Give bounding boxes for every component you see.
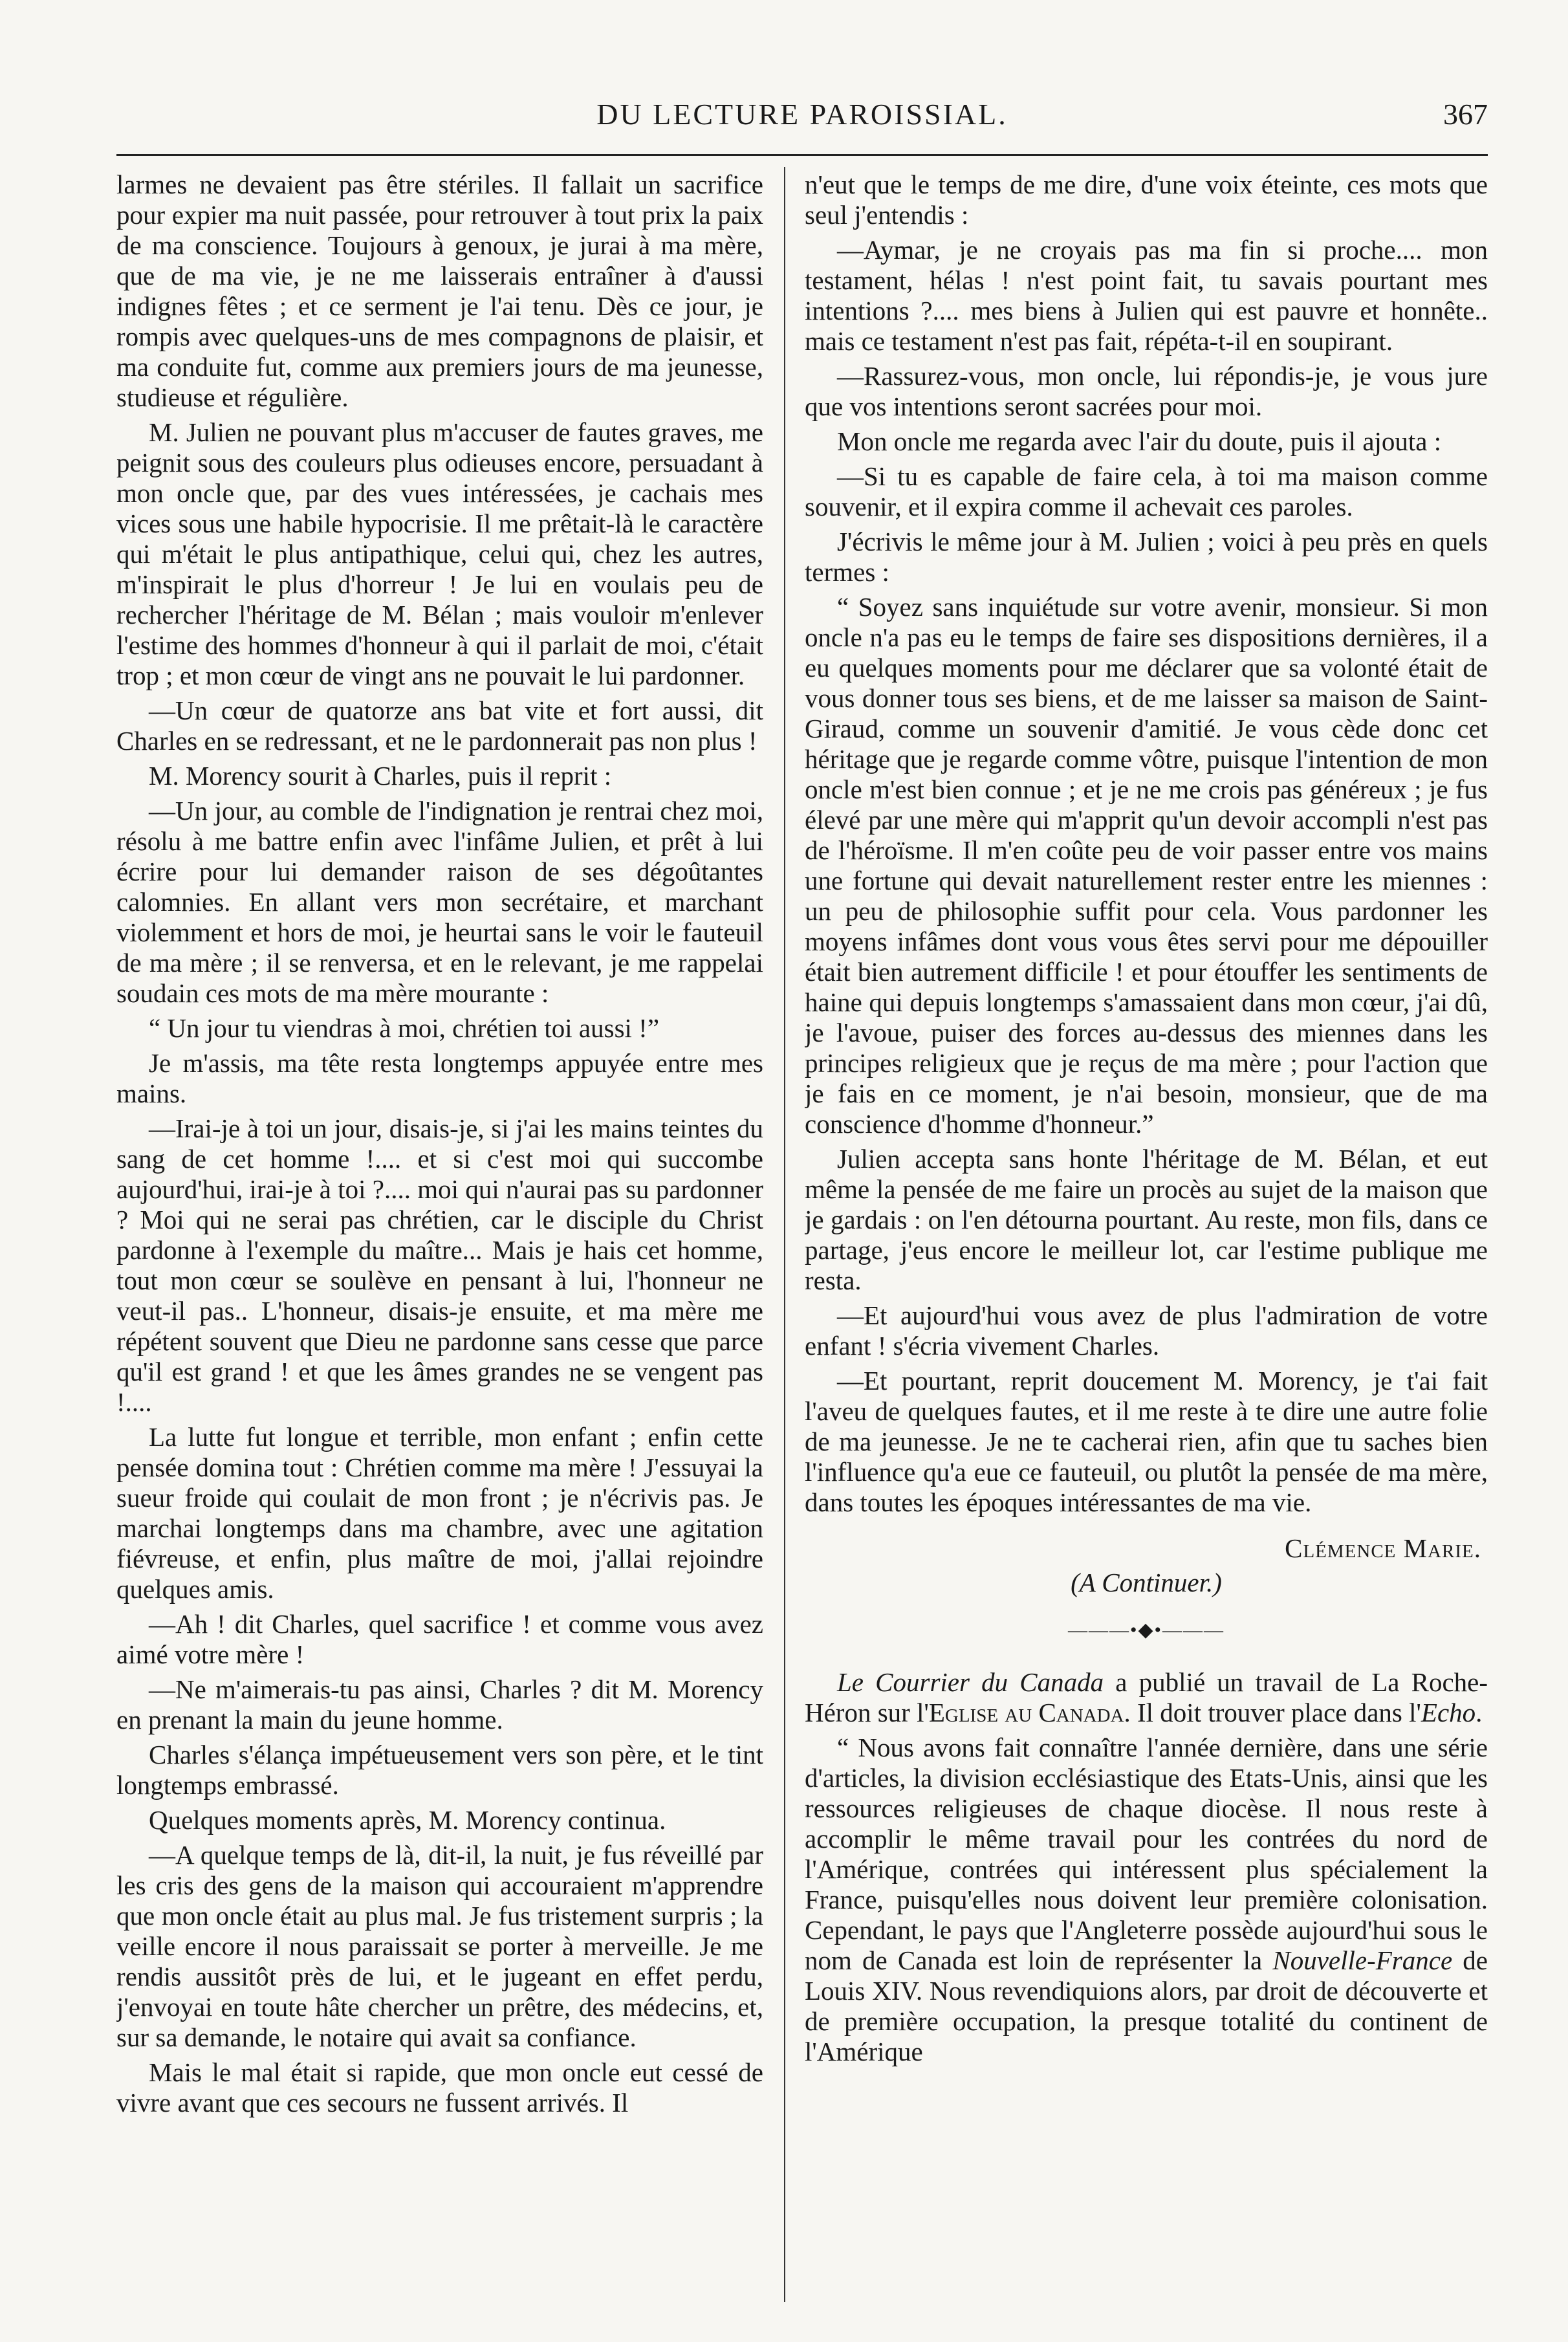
paragraph: —Aymar, je ne croyais pas ma fin si proche.... mon testament, hélas ! n'est point fait, tu savais pourtant mes intentions ?.... mes biens à Julien qui est pauvre et honnête.. mais ce testament n'est pas fait, répéta-t-il en soupirant. [805,235,1488,356]
article-quote: “ Nous avons fait connaître l'année dernière, dans une série d'articles, la division ecclésiastique des Etats-Unis, ainsi que les ressources religieuses de chaque diocèse. Il nous reste à accomplir le même travail pour les contrées du nord de l'Amérique, contrées qui intéressent plus spécialement la France, puisqu'elles nous doivent leur première colonisation. Cependant, le pays que l'Angleterre possède aujourd'hui sous le nom de Canada est loin de représenter la Nouvelle-France de Louis XIV. Nous revendiquions alors, par droit de découverte et de première occupation, la presque totalité du continent de l'Amérique [805,1733,1488,2066]
journal-name: Le Courrier du Canada [837,1667,1104,1697]
paragraph: “ Un jour tu viendras à moi, chrétien toi aussi !” [149,1013,660,1043]
paragraph: M. Julien ne pouvant plus m'accuser de fautes graves, me peignit sous des couleurs plus odieuses encore, persuadant à mon oncle que, par des vues intéressées, je cachais mes vices sous une habile hypocrisie. Il me prêtait-là le caractère qui m'était le plus antipathique, celui qui, chez les autres, m'inspirait le plus d'horreur ! Je lui en voulais peu de rechercher l'héritage de M. Bélan ; mais vouloir m'enlever l'estime des hommes d'honneur à qui il parlait de moi, c'était trop ; et mon cœur de vingt ans ne pouvait le lui pardonner. [116,417,763,690]
paragraph: —Ah ! dit Charles, quel sacrifice ! et comme vous avez aimé votre mère ! [116,1609,763,1669]
header-rule [116,154,1488,156]
paragraph: Mais le mal était si rapide, que mon oncle eut cessé de vivre avant que ces secours ne fussent arrivés. Il [116,2057,763,2118]
paragraph: —Rassurez-vous, mon oncle, lui répondis-je, je vous jure que vos intentions seront sacrées pour moi. [805,361,1488,421]
paragraph: —A quelque temps de là, dit-il, la nuit, je fus réveillé par les cris des gens de la maison qui accouraient m'apprendre que mon oncle était au plus mal. Je fus tristement surpris ; la veille encore il nous paraissait se porter à merveille. Je me rendis aussitôt près de lui, et le jugeant en effet perdu, j'envoyai en toute hâte chercher un prêtre, des médecins, et, sur sa demande, le notaire qui avait sa confiance. [116,1840,763,2052]
article-intro: Le Courrier du Canada a publié un travail de La Roche-Héron sur l'Eglise au Canada. Il doit trouver place dans l'Echo. [805,1667,1488,1727]
paragraph: n'eut que le temps de me dire, d'une voix éteinte, ces mots que seul j'entendis : [805,170,1488,230]
paragraph: Je m'assis, ma tête resta longtemps appuyée entre mes mains. [116,1048,763,1108]
left-column [116,170,763,2317]
paragraph: —Si tu es capable de faire cela, à toi ma maison comme souvenir, et il expira comme il achevait ces paroles. [805,461,1488,521]
paragraph: Quelques moments après, M. Morency continua. [149,1805,666,1835]
page-header [116,97,1488,142]
paragraph: Julien accepta sans honte l'héritage de M. Bélan, et eut même la pensée de me faire un procès au sujet de la maison que je gardais : on l'en détourna pourtant. Au reste, mon fils, dans ce partage, j'eus encore le meilleur lot, car l'estime publique me resta. [805,1144,1488,1295]
paragraph: —Irai-je à toi un jour, disais-je, si j'ai les mains teintes du sang de cet homme !.... et si c'est moi qui succombe aujourd'hui, irai-je à toi ?.... moi qui n'aurai pas su pardonner ? Moi qui ne serai pas chrétien, car le disciple du Christ pardonne à l'exemple du maître... Mais je hais cet homme, tout mon cœur se soulève en pensant à lui, l'honneur ne veut-il pas.. L'honneur, disais-je ensuite, et ma mère me répétent souvent que Dieu ne pardonne sans cesse que parce qu'il est grand ! et que les âmes grandes ne se vengent pas !.... [116,1113,763,1417]
running-title: DU LECTURE PAROISSIAL. [596,98,1008,131]
paragraph: Mon oncle me regarda avec l'air du doute, puis il ajouta : [837,426,1442,456]
paragraph: —Et pourtant, reprit doucement M. Morency, je t'ai fait l'aveu de quelques fautes, et il me reste à te dire une autre folie de ma jeunesse. Je ne te cacherai rien, afin que tu saches bien l'influence qu'a eue ce fauteuil, ou plutôt la pensée de ma mère, dans toutes les époques intéressantes de ma vie. [805,1366,1488,1517]
paragraph: —Un cœur de quatorze ans bat vite et fort aussi, dit Charles en se redressant, et ne le pardonnerait pas non plus ! [116,695,763,756]
paragraph: La lutte fut longue et terrible, mon enfant ; enfin cette pensée domina tout : Chrétien comme ma mère ! J'essuyai la sueur froide qui coulait de mon front ; je n'écrivis pas. Je marchai longtemps dans ma chambre, avec une agitation fiévreuse, et enfin, plus maître de moi, j'allai rejoindre quelques amis. [116,1422,763,1604]
article-topic: Eglise au Canada [928,1698,1124,1727]
paragraph: larmes ne devaient pas être stériles. Il fallait un sacrifice pour expier ma nuit passée, pour retrouver à tout prix la paix de ma conscience. Toujours à genoux, je jurai à ma mère, que de ma vie, je ne me laisserais entraîner à d'aussi indignes fêtes ; et ce serment je l'ai tenu. Dès ce jour, je rompis avec quelques-uns de mes compagnons de plaisir, et ma conduite fut, comme aux premiers jours de ma jeunesse, studieuse et régulière. [116,170,763,412]
paragraph: —Et aujourd'hui vous avez de plus l'admiration de votre enfant ! s'écria vivement Charles. [805,1300,1488,1361]
continue-note: (A Continuer.) [1071,1568,1222,1597]
paragraph: Charles s'élança impétueusement vers son père, et le tint longtemps embrassé. [116,1740,763,1800]
paragraph: “ Soyez sans inquiétude sur votre avenir, monsieur. Si mon oncle n'a pas eu le temps de faire ses dispositions dernières, il a eu quelques moments pour me déclarer que sa volonté était de vous donner tous ses biens, et de me laisser sa maison de Saint-Giraud, comme un souvenir d'amitié. Je vous cède donc cet héritage que je regarde comme vôtre, puisque l'intention de mon oncle m'est bien connue ; et je ne me crois pas généreux ; je fus élevé par une mère qui m'apprit qu'un devoir accompli n'est pas de l'héroïsme. Il m'en coûte peu de voir passer entre vos mains une fortune qui devait naturellement rester entre les miennes : un peu de philosophie suffit pour cela. Vous pardonner les moyens infâmes dont vous vous êtes servi pour me dépouiller était bien autrement difficile ! et pour étouffer les sentiments de haine qui depuis longtemps s'amassaient dans mon cœur, j'ai dû, je l'avoue, puiser des forces au-dessus des miennes dans les principes religieux que je reçus de ma mère ; pour l'action que je fais en ce moment, je n'ai besoin, monsieur, que de ma conscience d'homme d'honneur.” [805,592,1488,1139]
paragraph: J'écrivis le même jour à M. Julien ; voici à peu près en quels termes : [805,527,1488,587]
paragraph: —Ne m'aimerais-tu pas ainsi, Charles ? dit M. Morency en prenant la main du jeune homme. [116,1674,763,1735]
column-divider [784,167,785,2302]
paragraph: M. Morency sourit à Charles, puis il reprit : [149,761,612,791]
paragraph: —Un jour, au comble de l'indignation je rentrai chez moi, résolu à me battre enfin avec l'infâme Julien, et prêt à lui écrire pour lui demander raison de ses dégoûtantes calomnies. En allant vers mon secrétaire, et marchant violemment et hors de moi, je heurtai sans le voir le fauteuil de ma mère ; il se renversa, et en le relevant, je me rappelai soudain ces mots de ma mère mourante : [116,796,763,1008]
target-journal: Echo [1421,1698,1476,1727]
right-column [805,170,1488,2317]
author-signature: Clémence Marie. [1285,1533,1481,1563]
page-number: 367 [1443,98,1488,131]
section-separator: ———•◆•——— [1067,1619,1225,1641]
